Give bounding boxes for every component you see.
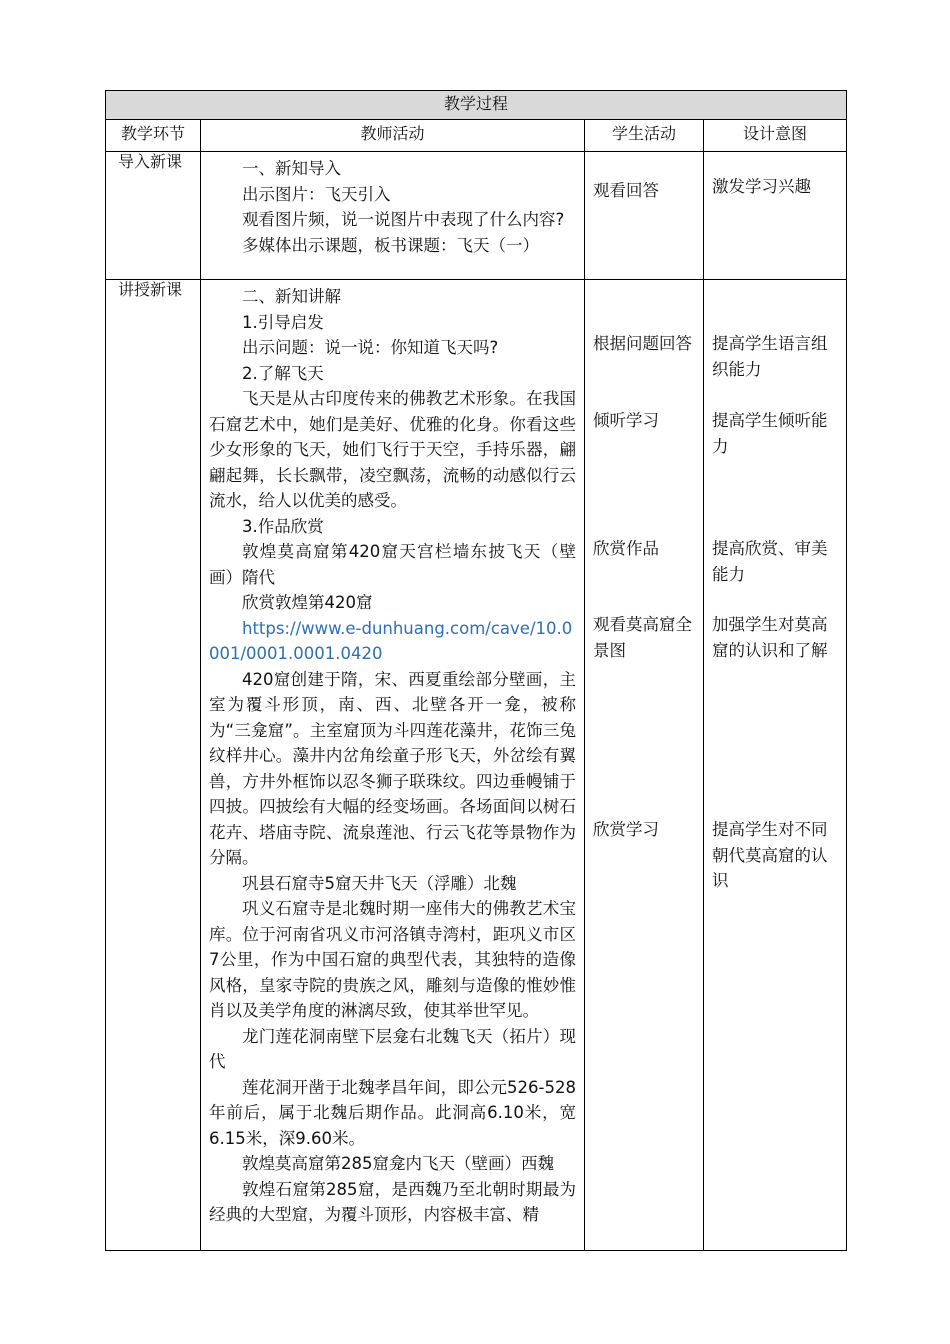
intro-teacher-line: 出示图片：飞天引入 — [242, 184, 391, 204]
student-activity-2: 倾听学习 — [593, 411, 659, 430]
intro-teacher-line: 一、新知导入 — [242, 159, 341, 178]
design-intent-3: 提高欣赏、审美能力 — [712, 539, 828, 584]
student-activity-5: 欣赏学习 — [593, 820, 659, 839]
teach-teacher-line: 敦煌莫高窟第285窟龛内飞天（壁画）西魏 — [242, 1154, 554, 1173]
design-intent-2: 提高学生倾听能力 — [712, 411, 828, 456]
teach-teacher-line: 敦煌石窟第285窟，是西魏乃至北朝时期最为经典的大型窟，为覆斗顶形，内容极丰富、精 — [209, 1179, 576, 1224]
intro-teacher-line: 观看图片频，说一说图片中表现了什么内容? — [242, 210, 565, 229]
teach-stage: 讲授新课 — [106, 280, 201, 1251]
teach-teacher-line: 二、新知讲解 — [242, 287, 341, 306]
teach-teacher-line: 3.作品欣赏 — [242, 516, 324, 536]
teach-teacher-line: 巩义石窟寺是北魏时期一座伟大的佛教艺术宝库。位于河南省巩义市河洛镇寺湾村，距巩义市区7公里，作为中国石窟的典型代表，其独特的造像风格，皇家寺院的贵族之风，雕刻与造像的惟妙惟肖以及美学角度的淋漓尽致，使其举世罕见。 — [209, 899, 576, 1020]
intro-student: 观看回答 — [593, 181, 659, 200]
teach-teacher-cell — [201, 280, 585, 1251]
teach-teacher-line: 飞天是从古印度传来的佛教艺术形象。在我国石窟艺术中，她们是美好、优雅的化身。你看这些少女形象的飞天，她们飞行于天空，手持乐器，翩翩起舞，长长飘带，凌空飘荡，流畅的动感似行云流水，给人以优美的感受。 — [209, 389, 576, 510]
header-intent: 设计意图 — [704, 120, 847, 152]
header-teacher: 教师活动 — [201, 120, 585, 152]
design-intent-1: 提高学生语言组织能力 — [712, 334, 828, 379]
teach-intent-cell — [704, 280, 847, 1251]
dunhuang-link[interactable]: https://www.e-dunhuang.com/cave/10.0001/0001.0001.0420 — [209, 618, 573, 663]
header-row — [106, 120, 847, 152]
teach-row — [106, 280, 847, 1251]
teaching-process-table — [105, 90, 847, 1251]
design-intent-5: 提高学生对不同朝代莫高窟的认识 — [712, 820, 828, 890]
table-title-row — [106, 91, 847, 120]
teach-teacher-line: 敦煌莫高窟第420窟天宫栏墙东披飞天（壁画）隋代 — [209, 542, 576, 587]
teach-teacher-line: 欣赏敦煌第420窟 — [242, 593, 373, 612]
intro-intent: 激发学习兴趣 — [712, 177, 811, 196]
intro-student-cell — [585, 152, 704, 280]
teach-teacher-line: 420窟创建于隋，宋、西夏重绘部分壁画，主室为覆斗形顶，南、西、北壁各开一龛，被称为“三龛窟”。主室窟顶为斗四莲花藻井，花饰三兔纹样井心。藻井内岔角绘童子形飞天，外岔绘有翼兽，方井外框饰以忍冬狮子联珠纹。四边垂幔铺于四披。四披绘有大幅的经变场画。各场面间以树石花卉、塔庙寺院、流泉莲池、行云飞花等景物作为分隔。 — [209, 669, 576, 867]
student-activity-3: 欣赏作品 — [593, 539, 659, 558]
intro-teacher-line: 多媒体出示课题，板书课题：飞天（一） — [242, 235, 539, 255]
table-title: 教学过程 — [106, 91, 847, 120]
teach-teacher-line: 龙门莲花洞南壁下层龛右北魏飞天（拓片）现代 — [209, 1026, 576, 1071]
design-intent-4: 加强学生对莫高窟的认识和了解 — [712, 615, 828, 660]
teach-teacher-line: 巩县石窟寺5窟天井飞天（浮雕）北魏 — [242, 873, 517, 893]
teach-teacher-line: 出示问题：说一说：你知道飞天吗? — [242, 338, 499, 357]
intro-row — [106, 152, 847, 280]
intro-stage: 导入新课 — [106, 152, 201, 280]
header-student: 学生活动 — [585, 120, 704, 152]
teach-teacher-line: 2.了解飞天 — [242, 363, 324, 383]
teach-teacher-line: 1.引导启发 — [242, 312, 324, 332]
student-activity-1: 根据问题回答 — [593, 334, 692, 353]
teach-student-cell — [585, 280, 704, 1251]
header-stage: 教学环节 — [106, 120, 201, 152]
student-activity-4: 观看莫高窟全景图 — [593, 615, 692, 660]
teach-teacher-line: 莲花洞开凿于北魏孝昌年间，即公元526-528年前后，属于北魏后期作品。此洞高6.10米，宽6.15米，深9.60米。 — [209, 1077, 576, 1148]
intro-intent-cell — [704, 152, 847, 280]
intro-teacher-cell — [201, 152, 585, 280]
